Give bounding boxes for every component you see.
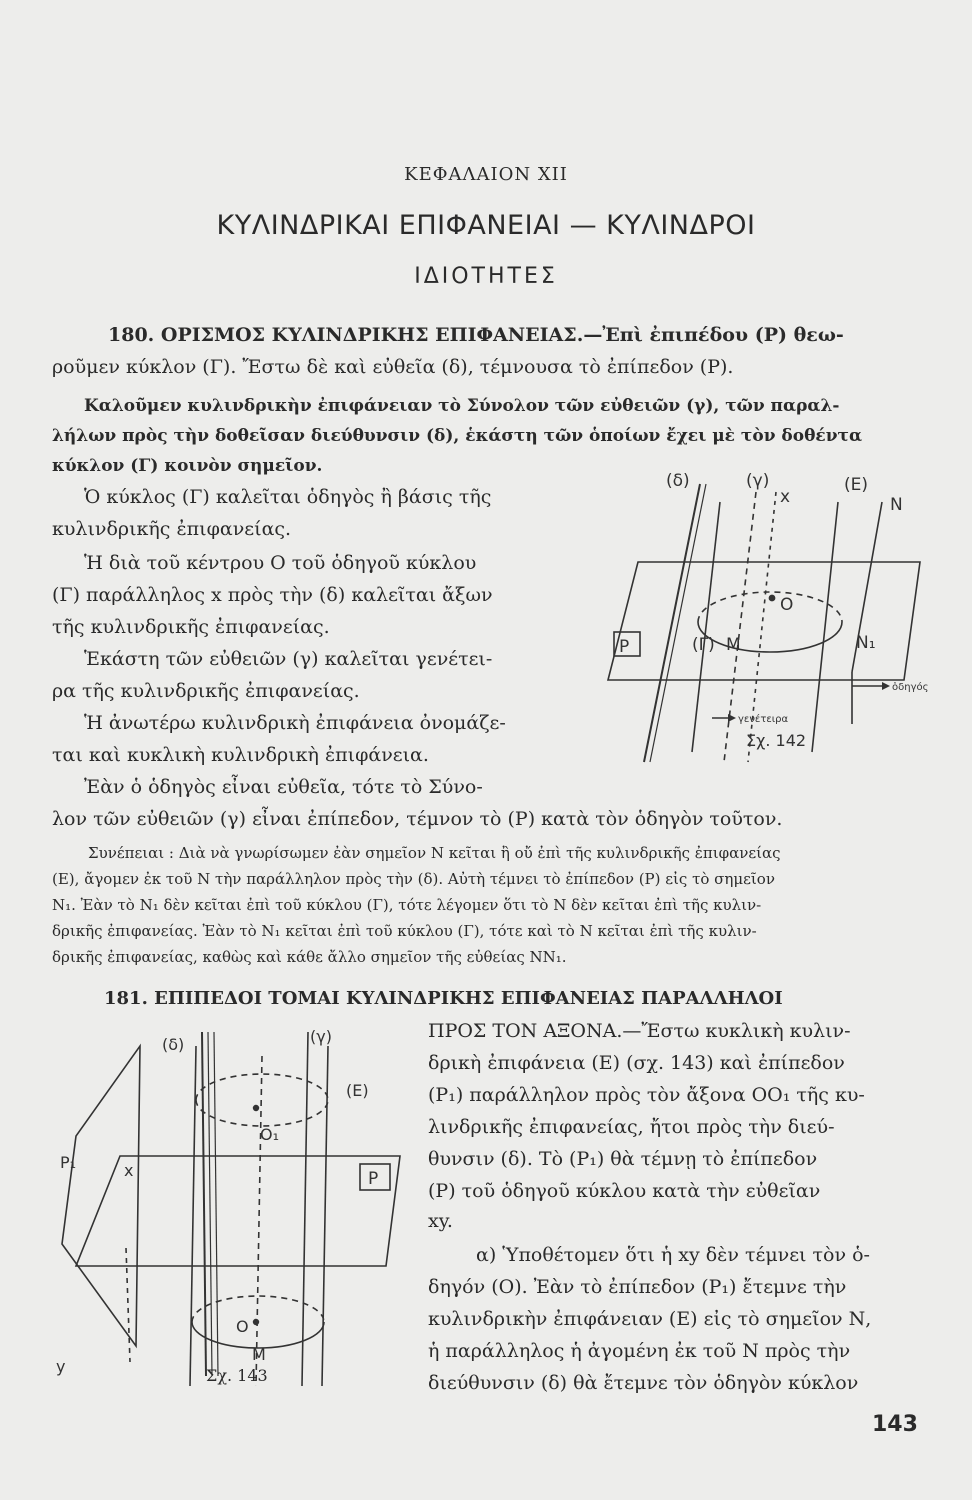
text-line: Ἑκάστη τῶν εὐθειῶν (γ) καλεῖται γενέτει- (84, 648, 493, 670)
fig143-label-m: M (252, 1345, 266, 1364)
fig142-label-big-gamma: (Γ) (692, 635, 715, 655)
fig143-label-e: (Ε) (346, 1081, 369, 1100)
fig142-label-odigos: ὁδηγός (892, 682, 929, 693)
text-line: λον τῶν εὐθειῶν (γ) εἶναι ἐπίπεδον, τέμνον τὸ (Ρ) κατὰ τὸν ὁδηγὸν τοῦτον. (52, 808, 783, 830)
chapter-subtitle: ΙΔΙΟΤΗΤΕΣ (414, 264, 558, 289)
consequence-line: (Ε), ἄγομεν ἐκ τοῦ Ν τὴν παράλληλον πρὸς τὴν (δ). Αὐτὴ τέμνει τὸ ἐπίπεδον (Ρ) εἰς τὸ σημεῖον (52, 870, 775, 888)
text-line: (Ρ) τοῦ ὁδηγοῦ κύκλου κατὰ τὴν εὐθεῖαν (428, 1180, 821, 1202)
circle-front-arc (698, 622, 842, 652)
odigos-arrowhead (882, 682, 890, 690)
fig142-label-m: M (726, 635, 741, 655)
consequence-line: Συνέπειαι : Διὰ νὰ γνωρίσωμεν ἐὰν σημεῖον Ν κεῖται ἢ οὔ ἐπὶ τῆς κυλινδρικῆς ἐπιφανείας (88, 844, 781, 862)
figure-142 (600, 462, 929, 762)
figure-143 (56, 1016, 416, 1396)
fig143-label-delta: (δ) (162, 1035, 185, 1054)
center-point-o (254, 1320, 259, 1325)
gamma-line (302, 1032, 308, 1386)
text-line: ται καὶ κυκλικὴ κυλινδρικὴ ἐπιφάνεια. (52, 744, 429, 766)
text-line: θυνσιν (δ). Τὸ (Ρ₁) θὰ τέμνῃ τὸ ἐπίπεδον (428, 1148, 818, 1170)
definition-line: κύκλον (Γ) κοινὸν σημεῖον. (52, 456, 323, 476)
fig143-label-p: P (368, 1169, 379, 1189)
page-number: 143 (872, 1412, 918, 1437)
xy-line (126, 1248, 130, 1362)
center-point (769, 595, 774, 600)
text-line: α) Ὑποθέτομεν ὅτι ἡ xy δὲν τέμνει τὸν ὁ- (476, 1244, 870, 1266)
fig142-label-x: x (780, 487, 791, 507)
chapter-title: ΚΥΛΙΝΔΡΙΚΑΙ ΕΠΙΦΑΝΕΙΑΙ — ΚΥΛΙΝΔΡΟΙ (216, 210, 756, 241)
consequence-line: δρικῆς ἐπιφανείας, καθὼς καὶ κάθε ἄλλο σημεῖον τῆς εὐθείας ΝΝ₁. (52, 948, 567, 966)
text-line: Ἡ διὰ τοῦ κέντρου Ο τοῦ ὁδηγοῦ κύκλου (84, 552, 477, 574)
fig142-label-p: P (619, 637, 630, 657)
fig143-caption: Σχ. 143 (206, 1366, 268, 1385)
section-180-heading: 180. ΟΡΙΣΜΟΣ ΚΥΛΙΝΔΡΙΚΗΣ ΕΠΙΦΑΝΕΙΑΣ.—Ἐπὶ ἐπιπέδου (Ρ) θεω- (108, 324, 844, 346)
fig143-label-gamma: (γ) (310, 1027, 332, 1046)
text-line: δηγόν (Ο). Ἐὰν τὸ ἐπίπεδον (Ρ₁) ἔτεμνε τὴν (428, 1276, 847, 1298)
top-circle-back-arc (196, 1074, 328, 1100)
text-line: διεύθυνσιν (δ) θὰ ἔτεμνε τὸν ὁδηγὸν κύκλον (428, 1372, 859, 1394)
text-line: Ἡ ἀνωτέρω κυλινδρικὴ ἐπιφάνεια ὀνομάζε- (84, 712, 506, 734)
fig143-label-y: y (56, 1357, 66, 1376)
text-line: κυλινδρικὴν ἐπιφάνειαν (Ε) εἰς τὸ σημεῖον Ν, (428, 1308, 872, 1330)
fig142-label-genetira: γενέτειρα (738, 714, 789, 725)
text-line: ἡ παράλληλος ἡ ἀγομένη ἐκ τοῦ Ν πρὸς τὴν (428, 1340, 851, 1362)
text-line: (Γ) παράλληλος x πρὸς τὴν (δ) καλεῖται ἄξων (52, 584, 493, 606)
fig142-label-o: O (780, 595, 794, 615)
center-point-o1 (254, 1106, 259, 1111)
genetira-arrowhead (728, 714, 736, 722)
generator-line (812, 502, 838, 752)
text-line: ΠΡΟΣ ΤΟΝ ΑΞΟΝΑ.—Ἔστω κυκλικὴ κυλιν- (428, 1020, 851, 1042)
text-line: τῆς κυλινδρικῆς ἐπιφανείας. (52, 616, 330, 638)
fig143-label-o: O (236, 1317, 249, 1336)
definition-line: λήλων πρὸς τὴν δοθεῖσαν διεύθυνσιν (δ), ἑκάστη τῶν ὁποίων ἔχει μὲ τὸν δοθέντα (52, 426, 863, 446)
text-line: ρα τῆς κυλινδρικῆς ἐπιφανείας. (52, 680, 360, 702)
fig142-label-e: (Ε) (844, 475, 869, 495)
fig142-label-n1: N₁ (856, 633, 876, 653)
delta-line (214, 1032, 218, 1376)
chapter-heading: ΚΕΦΑΛΑΙΟΝ XII (404, 164, 568, 185)
text-line: δρικὴ ἐπιφάνεια (Ε) (σχ. 143) καὶ ἐπίπεδον (428, 1052, 845, 1074)
fig142-caption: Σχ. 142 (746, 731, 807, 750)
fig143-label-x: x (124, 1161, 134, 1180)
text-line: ροῦμεν κύκλον (Γ). Ἔστω δὲ καὶ εὐθεῖα (δ), τέμνουσα τὸ ἐπίπεδον (Ρ). (52, 356, 734, 378)
fig143-label-o1: O₁ (260, 1125, 280, 1144)
generator-line (190, 1046, 196, 1386)
definition-line: Καλοῦμεν κυλινδρικὴν ἐπιφάνειαν τὸ Σύνολον τῶν εὐθειῶν (γ), τῶν παραλ- (84, 396, 840, 416)
text-line: λινδρικῆς ἐπιφανείας, ἤτοι πρὸς τὴν διεύ- (428, 1116, 835, 1138)
fig142-label-gamma: (γ) (746, 471, 770, 491)
generator-line (692, 502, 720, 752)
delta-line (644, 484, 700, 762)
top-circle-front-arc (196, 1100, 328, 1126)
text-line: (Ρ₁) παράλληλον πρὸς τὸν ἄξονα ΟΟ₁ τῆς κυ- (428, 1084, 865, 1106)
text-line: xy. (428, 1210, 453, 1232)
fig142-label-delta: (δ) (666, 471, 690, 491)
fig143-label-p1: P₁ (60, 1153, 77, 1172)
text-line: Ὁ κύκλος (Γ) καλεῖται ὁδηγὸς ἢ βάσις τῆς (84, 486, 492, 508)
consequence-line: Ν₁. Ἐὰν τὸ Ν₁ δὲν κεῖται ἐπὶ τοῦ κύκλου (Γ), τότε λέγομεν ὅτι τὸ Ν δὲν κεῖται ἐπὶ τῆς κυλιν- (52, 896, 762, 914)
section-181-heading: 181. ΕΠΙΠΕΔΟΙ ΤΟΜΑΙ ΚΥΛΙΝΔΡΙΚΗΣ ΕΠΙΦΑΝΕΙΑΣ ΠΑΡΑΛΛΗΛΟΙ (104, 988, 783, 1009)
plane-p-shape (608, 562, 920, 680)
consequence-line: δρικῆς ἐπιφανείας. Ἐὰν τὸ Ν₁ κεῖται ἐπὶ τοῦ κύκλου (Γ), τότε καὶ τὸ Ν κεῖται ἐπὶ τῆς κυλιν- (52, 922, 757, 940)
text-line: Ἐὰν ὁ ὁδηγὸς εἶναι εὐθεῖα, τότε τὸ Σύνο- (84, 776, 483, 798)
text-line: κυλινδρικῆς ἐπιφανείας. (52, 518, 292, 540)
fig142-label-n: N (890, 495, 903, 515)
delta-line (202, 1032, 206, 1376)
